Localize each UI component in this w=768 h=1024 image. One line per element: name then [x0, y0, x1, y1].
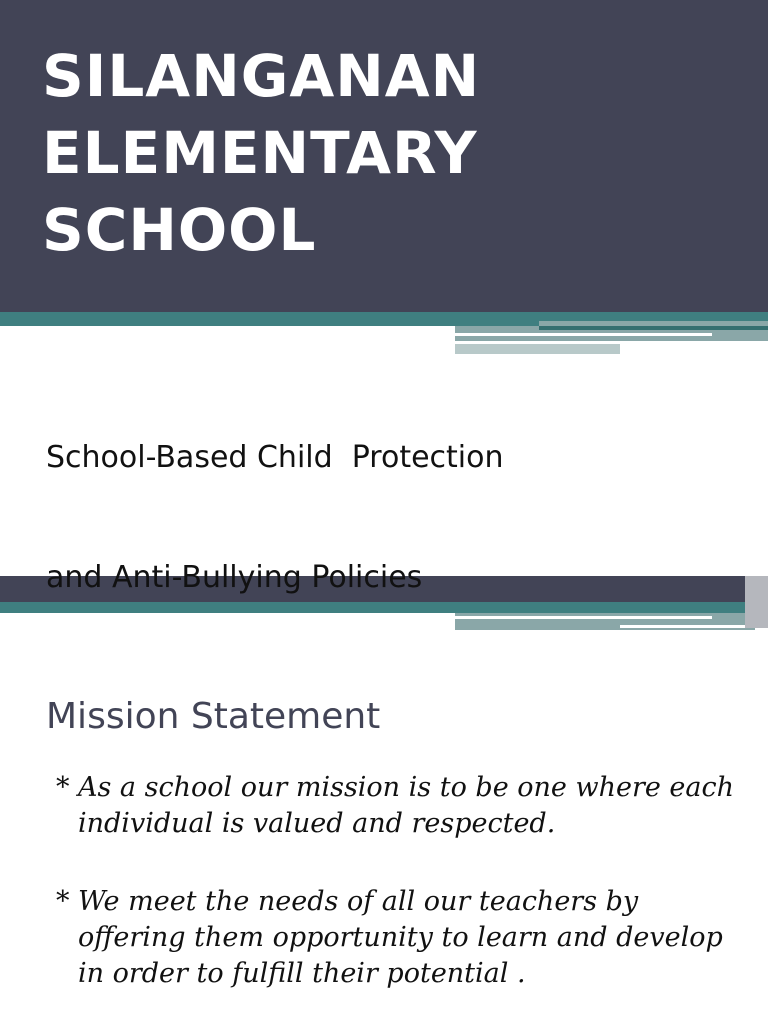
- title-line: ELEMENTARY: [42, 119, 478, 187]
- subtitle: [46, 358, 746, 595]
- school-title: [42, 38, 480, 269]
- bullet-marker: *: [56, 772, 70, 803]
- title-line: SILANGANAN: [42, 42, 481, 110]
- mission-bullet: [56, 884, 736, 992]
- bullet-text: As a school our mission is to be one where each individual is valued and respected.: [78, 772, 735, 839]
- mission-heading: Mission Statement: [46, 696, 381, 737]
- subtitle-line: and Anti-Bullying Policies: [46, 560, 423, 595]
- slide2-edge-stripes: [745, 576, 768, 628]
- bullet-text: We meet the needs of all our teachers by offering them opportunity to learn and develop in order to fulfill their potential .: [78, 886, 723, 989]
- accent-stripes: [455, 320, 768, 356]
- subtitle-line: School-Based Child Protection: [46, 440, 504, 475]
- bullet-marker: *: [56, 886, 70, 917]
- title-line: SCHOOL: [42, 196, 317, 264]
- mission-bullet: [56, 770, 736, 842]
